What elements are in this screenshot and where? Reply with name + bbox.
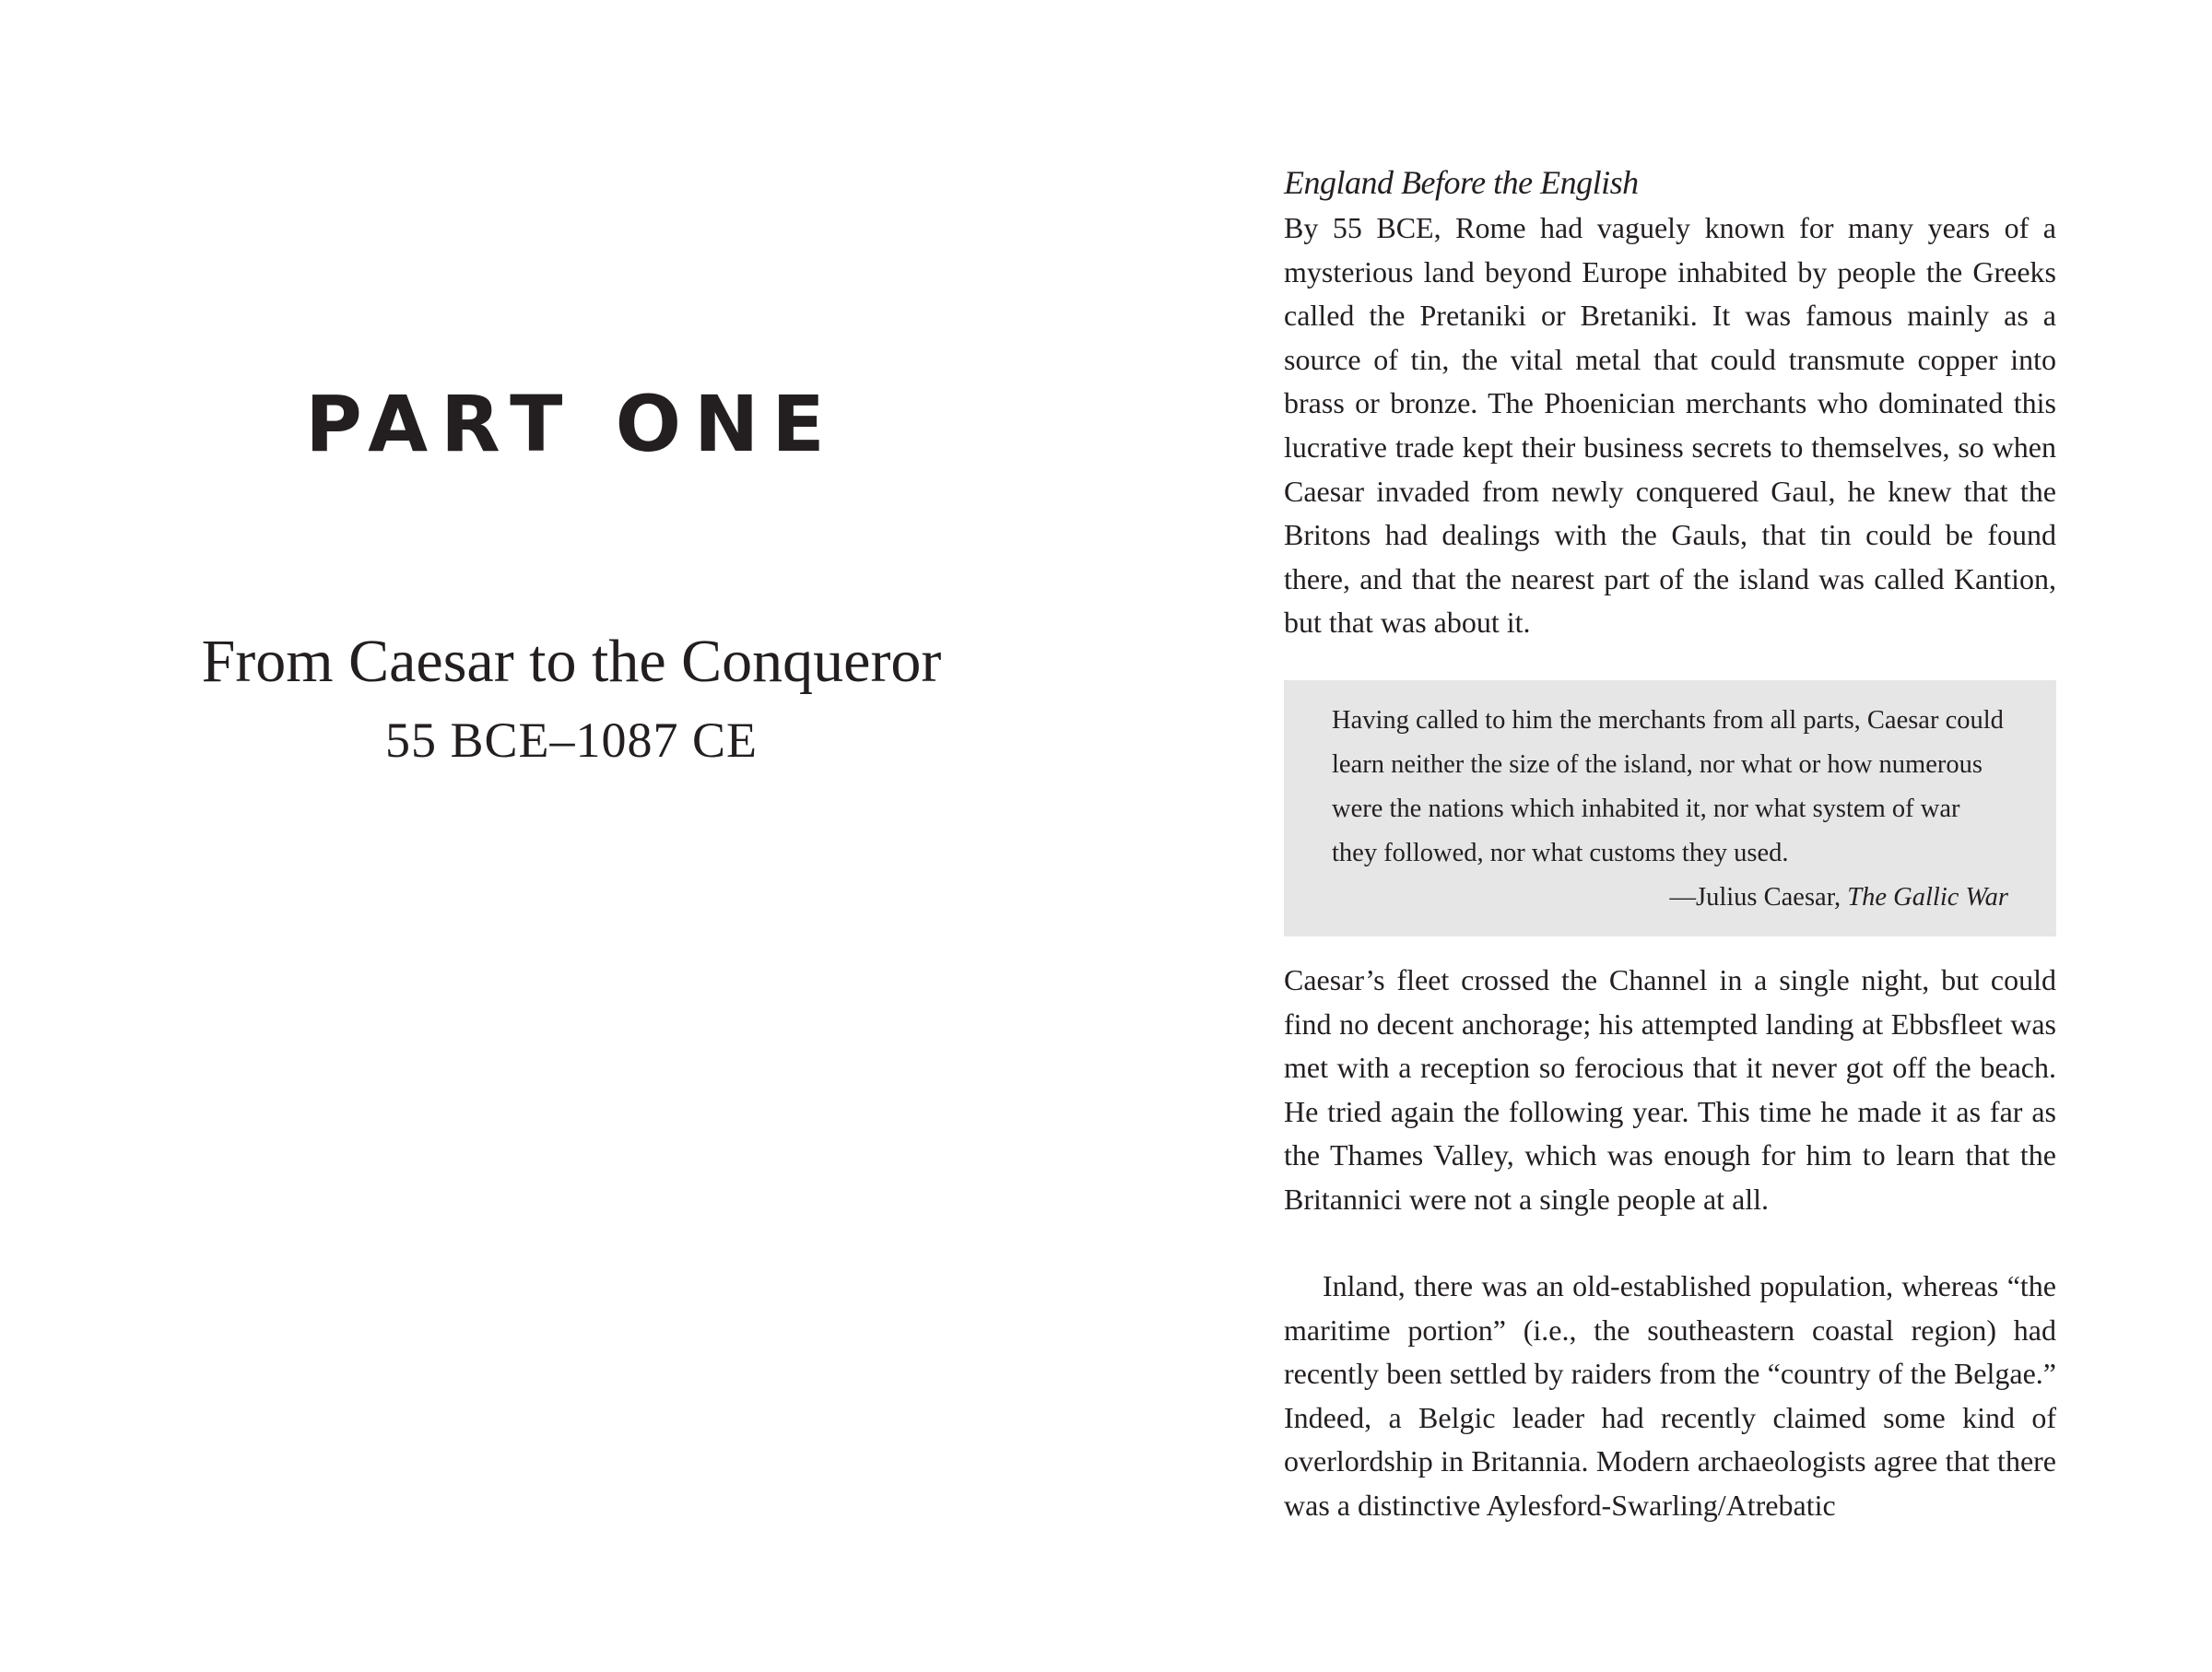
paragraph-1: By 55 BCE, Rome had vaguely known for many years of a mysterious land beyond Europe inhabited by people the Greeks called the Pretaniki or Bretaniki. It was famous mainly as a source of tin, the vital metal that could transmute copper into brass or bronze. The Phoenician merchants who dominated this lucrative trade kept their business secrets to themselves, so when Caesar invaded from newly conquered Gaul, he knew that the Britons had dealings with the Gauls, that tin could be found there, and that the nearest part of the island was called Kantion, but that was about it. [1284,211,2056,640]
paragraph-2: Caesar’s fleet crossed the Channel in a single night, but could find no decent anchorage; his attempted landing at Ebbsfleet was met with a reception so ferocious that it never got off the beach. He tried again the following year. This time he made it as far as the Thames Valley, which was enough for him to learn that the Britannici were not a single people at all. [1284,963,2056,1216]
quote-text: Having called to him the merchants from all parts, Caesar could learn neither the size of the island, nor what or how numerous were the nations which inhabited it, nor what system of war they followed, nor what customs they used. [1332,706,2004,867]
right-page [1106,0,2212,1672]
part-label: PART ONE [305,379,838,469]
quote-attribution [1332,876,2008,920]
quote-author: —Julius Caesar, [1669,883,1848,912]
quote-work-title: The Gallic War [1847,883,2008,912]
paragraph-3: Inland, there was an old-established population, whereas “the maritime portion” (i.e., the southeastern coastal region) had recently been settled by raiders from the “country of the Belgae.” Indeed, a Belgic leader had recently claimed some kind of overlordship in Britannia. Modern archaeologists agree that there was a distinctive Aylesford-Swarling/Atrebatic [1284,1269,2056,1522]
part-dates: 55 BCE–1087 CE [384,712,759,768]
section-heading: England Before the English [1284,164,1639,201]
part-title: From Caesar to the Conqueror [201,628,942,695]
block-quote [1284,680,2056,936]
